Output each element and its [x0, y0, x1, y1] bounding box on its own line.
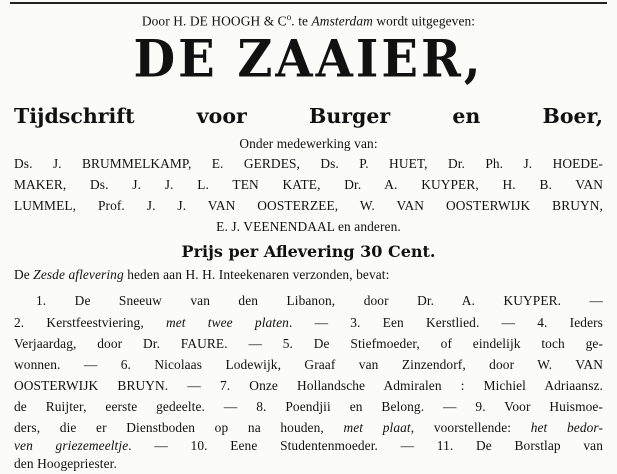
contents-line-2 — [14, 314, 603, 332]
contents-line-4: wonnen. — 6. Nicolaas Lodewijk, Graaf van Zinzendorf, door W. VAN — [14, 357, 603, 372]
contributors-line-4: E. J. VEENENDAAL en anderen. — [216, 219, 401, 234]
contents-line-7-italic-2: het bedor- — [530, 420, 604, 435]
magazine-title: DE ZAAIER, — [133, 28, 484, 90]
contents-line-2a: 2. Kerstfeestviering, — [14, 315, 166, 330]
publisher-middle: . te — [291, 13, 312, 29]
contents-line-7a: ders, die er Dienstboden op na houden, — [14, 420, 344, 435]
contributors-line-1: Ds. J. BRUMMELKAMP, E. GERDES, Ds. P. HUET, Dr. Ph. J. HOEDE- — [14, 156, 603, 171]
notice-suffix: heden aan H. H. Inteekenaren verzonden, bevat: — [123, 267, 390, 282]
contents-line-7b: , voorstellende: — [410, 420, 531, 435]
contents-line-8b: . — 10. Eene Studentenmoeder. — 11. De Borstlap van — [128, 438, 603, 453]
contributors-line-2: MAKER, Ds. J. J. L. TEN KATE, Dr. A. KUYPER, H. B. VAN — [14, 177, 603, 192]
contents-line-2b: . — 3. Een Kerstlied. — 4. Ieders — [288, 315, 603, 330]
publisher-line — [14, 8, 603, 30]
contents-line-1: 1. De Sneeuw van den Libanon, door Dr. A. KUYPER. — — [36, 293, 603, 308]
notice-prefix: De — [14, 267, 34, 282]
contributors-line-3: LUMMEL, Prof. J. J. VAN OOSTERZEE, W. VAN OOSTERWIJK BRUYN, — [14, 198, 603, 213]
contents-line-2-italic: met twee platen — [165, 315, 289, 330]
publisher-suffix: wordt uitgegeven: — [372, 13, 476, 29]
contents-line-8 — [14, 437, 603, 455]
contents-line-5: OOSTERWIJK BRUYN. — 7. Onze Hollandsche Admiralen : Michiel Adriaansz. — [14, 378, 603, 393]
contents-line-8-italic: ven griezemeeltje — [14, 438, 129, 453]
publisher-prefix: Door H. DE HOOGH & C — [141, 13, 287, 29]
magazine-subtitle: Tijdschrift voor Burger en Boer, — [14, 104, 603, 128]
top-rule — [10, 2, 607, 4]
publisher-city: Amsterdam — [311, 13, 373, 29]
contents-line-7-italic: met plaat — [343, 420, 411, 435]
price-line: Prijs per Aflevering 30 Cent. — [181, 242, 436, 261]
contents-line-9: den Hoogepriester. — [14, 456, 117, 471]
cooperation-intro: Onder medewerking van: — [239, 136, 378, 151]
contents-line-7 — [14, 419, 603, 437]
publisher-superscript: o — [286, 12, 292, 22]
notice-italic: Zesde aflevering — [33, 267, 124, 282]
notice-line — [14, 266, 603, 284]
contents-line-6: de Ruijter, eerste gedeelte. — 8. Poendjii en Belong. — 9. Voor Huismoe- — [14, 399, 603, 414]
contents-line-3: Verjaardag, door Dr. FAURE. — 5. De Stiefmoeder, of eindelijk toch ge- — [14, 336, 603, 351]
